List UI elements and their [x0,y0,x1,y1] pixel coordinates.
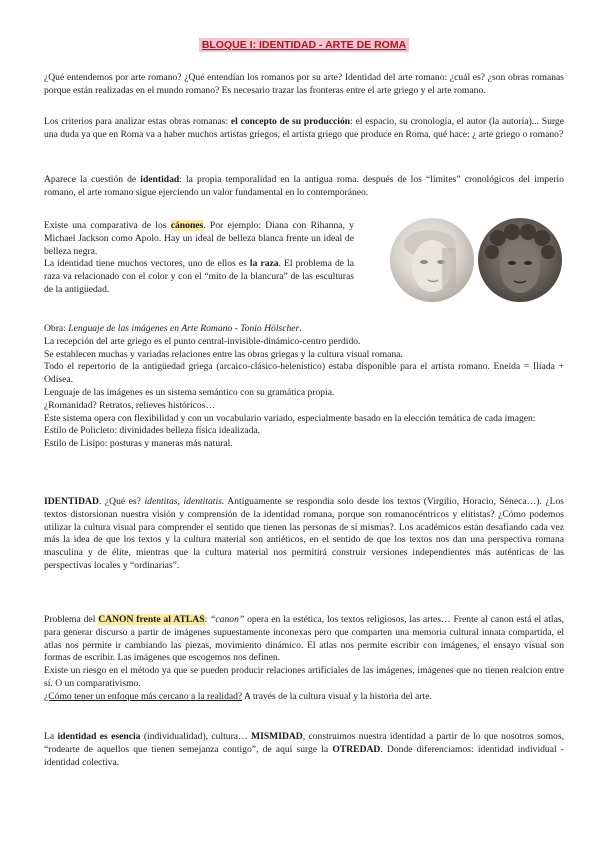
statue-man-face-photo [478,218,562,302]
canon-atlas-lead: Problema del [44,614,99,625]
mismidad-mid: (individualidad), cultura… [140,731,252,742]
obra-item: ¿Romanidad? Retratos, relieves históricos… [44,399,216,411]
obra-item: Todo el repertorio de la antigüedad griega (arcaico-clásico-helenístico) estaba disponible para el artista romano. Eneida = Ilíada + Odisea. [44,361,564,386]
mismidad-end: . Donde diferenciamos: identidad individual - identidad colectiva. [44,743,564,768]
document-title: BLOQUE I: IDENTIDAD - ARTE DE ROMA [199,38,409,52]
paragraph-obra [44,323,564,451]
identidad-heading: IDENTIDAD [44,496,99,507]
obra-item: La recepción del arte griego es el punto central-invisible-dinámico-centro perdido. [44,335,361,347]
statue-woman-face-icon [390,218,474,302]
canons-highlight: cánones [170,220,204,231]
paragraph-identity [44,174,564,200]
canon-atlas-highlight: CANON frente al ATLAS [98,614,205,625]
paragraph-mismidad [44,731,564,769]
criteria-text [44,116,564,142]
canon-atlas-body: opera en la estética, los textos religiosos, las artes… Frente al canon está el atlas, para generar discurso a partir de imágenes supuestamente inconexas pero que comparten una memoria cultural innata compartida, el atlas nos permite ir cambiando las piezas, movimiento dinámico. El atlas nos permite escribir con imágenes, el ensayo visual son formas de escribir. Las imágenes que escogemos nos definen. [44,614,564,664]
identidad-latin: identitas, identitatis. [144,496,225,507]
paragraph-canons [44,220,354,297]
obra-end: . [299,323,302,334]
canons-rest: . Por ejemplo: Diana con Rihanna, y Michael Jackson como Apolo. Hay un ideal de belleza blanca frente un ideal de belleza negra. [44,220,354,257]
obra-item: Estilo de Policleto: divinidades belleza física idealizada. [44,425,261,437]
canon-atlas-text [44,614,564,665]
obra-item: Estilo de Lisipo: posturas y maneras más natural. [44,438,233,450]
race-text [44,258,354,296]
identity-text [44,174,564,200]
identity-lead: Aparece la cuestión de [44,174,141,185]
mismidad-body: , construimos nuestra identidad a partir de lo que nosotros somos, “rodearte de aquellos que tienen semejanza contigo”, de aquí surge la [44,731,564,755]
paragraph-criteria [44,116,564,142]
race-rest: . El problema de la raza va relacionado con el color y con el “mito de la blancura” de las esculturas de la antigüedad. [44,258,354,295]
identity-bold: identidad [140,174,180,185]
obra-line [44,323,564,336]
criteria-bold: el concepto de su producción [230,116,351,127]
obra-item: Se establecen muchas y variadas relaciones entre las obras griegas y la cultura visual romana. [44,348,403,360]
canons-lead: Existe una comparativa de los [44,220,171,231]
paragraph-canon-atlas [44,614,564,704]
paragraph-identidad [44,496,564,573]
risk-text: Existe un riesgo en el método ya que se pueden producir relaciones artificiales de las imágenes, imágenes que no tienen realcion entre sí. O un comparativismo. [44,665,564,689]
paragraph-intro [44,72,564,98]
approach-text [44,691,564,704]
criteria-lead: Los criterios para analizar estas obras romanas: [44,116,231,127]
statue-woman-face-photo [390,218,474,302]
identidad-body: Antiguamente se respondía solo desde los textos (Virgilio, Horacio, Séneca…). ¿Los textos distorsionan nuestra visión y comprensión de la identidad romana, porque son romanocéntricos y elitistas? ¿Cómo podemos utilizar la cultura visual para comprender el sentido que tienen las personas de sí mismas?. Los académicos están desafiando cada vez más la idea de que los textos y la cultura material son antiéticos, en el sentido de que los textos nos dan una perspectiva romana masculina y de élite, mientras que la cultura material nos permitirá construir versiones independientes más auténticas de las perspectivas locales y “ordinarias”. [44,496,564,571]
approach-answer: A través de la cultura visual y la historia del arte. [242,690,432,702]
mismidad-text [44,731,564,769]
canon-atlas-colon: : [204,614,211,625]
mismidad-bold: MISMIDAD [251,731,303,742]
otredad-bold: OTREDAD [332,743,381,755]
identidad-text [44,496,564,573]
intro-text: ¿Qué entendemos por arte romano? ¿Qué entendían los romanos por su arte? Identidad del arte romano: ¿cuál es? ¿son obras romanas porque están realizadas en el mundo romano? Es necesario trazar las fronteras entre el arte griego y el arte romano. [44,72,564,96]
obra-title: Lenguaje de las imágenes en Arte Romano - Tonio Hölscher [68,323,300,334]
obra-item: Este sistema opera con flexibilidad y con un vocabulario variado, especialmente basado en la elección temática de cada imagen: [44,412,536,424]
obra-label: Obra: [44,323,69,334]
essence-bold: identidad es esencia [57,731,141,742]
criteria-rest: : el espacio, su cronología, el autor (la autoría)... Surge una duda ya que en Roma va a haber muchos artistas griegos, el artista griego que produce en Roma, qué hace: ¿ arte griego o romano? [44,116,564,140]
title-wrapper [44,35,564,53]
statue-man-face-icon [478,218,562,302]
approach-question: ¿Cómo tener un enfoque más cercano a la realidad? [44,690,243,702]
race-lead: La identidad tiene muchos vectores, uno de ellos es [44,258,250,270]
canons-text [44,220,354,258]
race-bold: la raza [249,258,279,270]
obra-item: Lenguaje de las imágenes es un sistema semántico con su gramática propia. [44,386,335,398]
identidad-question: . ¿Qué es? [98,496,145,507]
mismidad-lead: La [44,731,58,742]
canon-quote: “canon” [210,614,245,625]
identity-rest: : la propia temporalidad en la antigua roma. después de los “límites” cronológicos del imperio romano, el arte romano sigue ejerciendo un valor fundamental en lo contemporáneo. [44,174,564,198]
